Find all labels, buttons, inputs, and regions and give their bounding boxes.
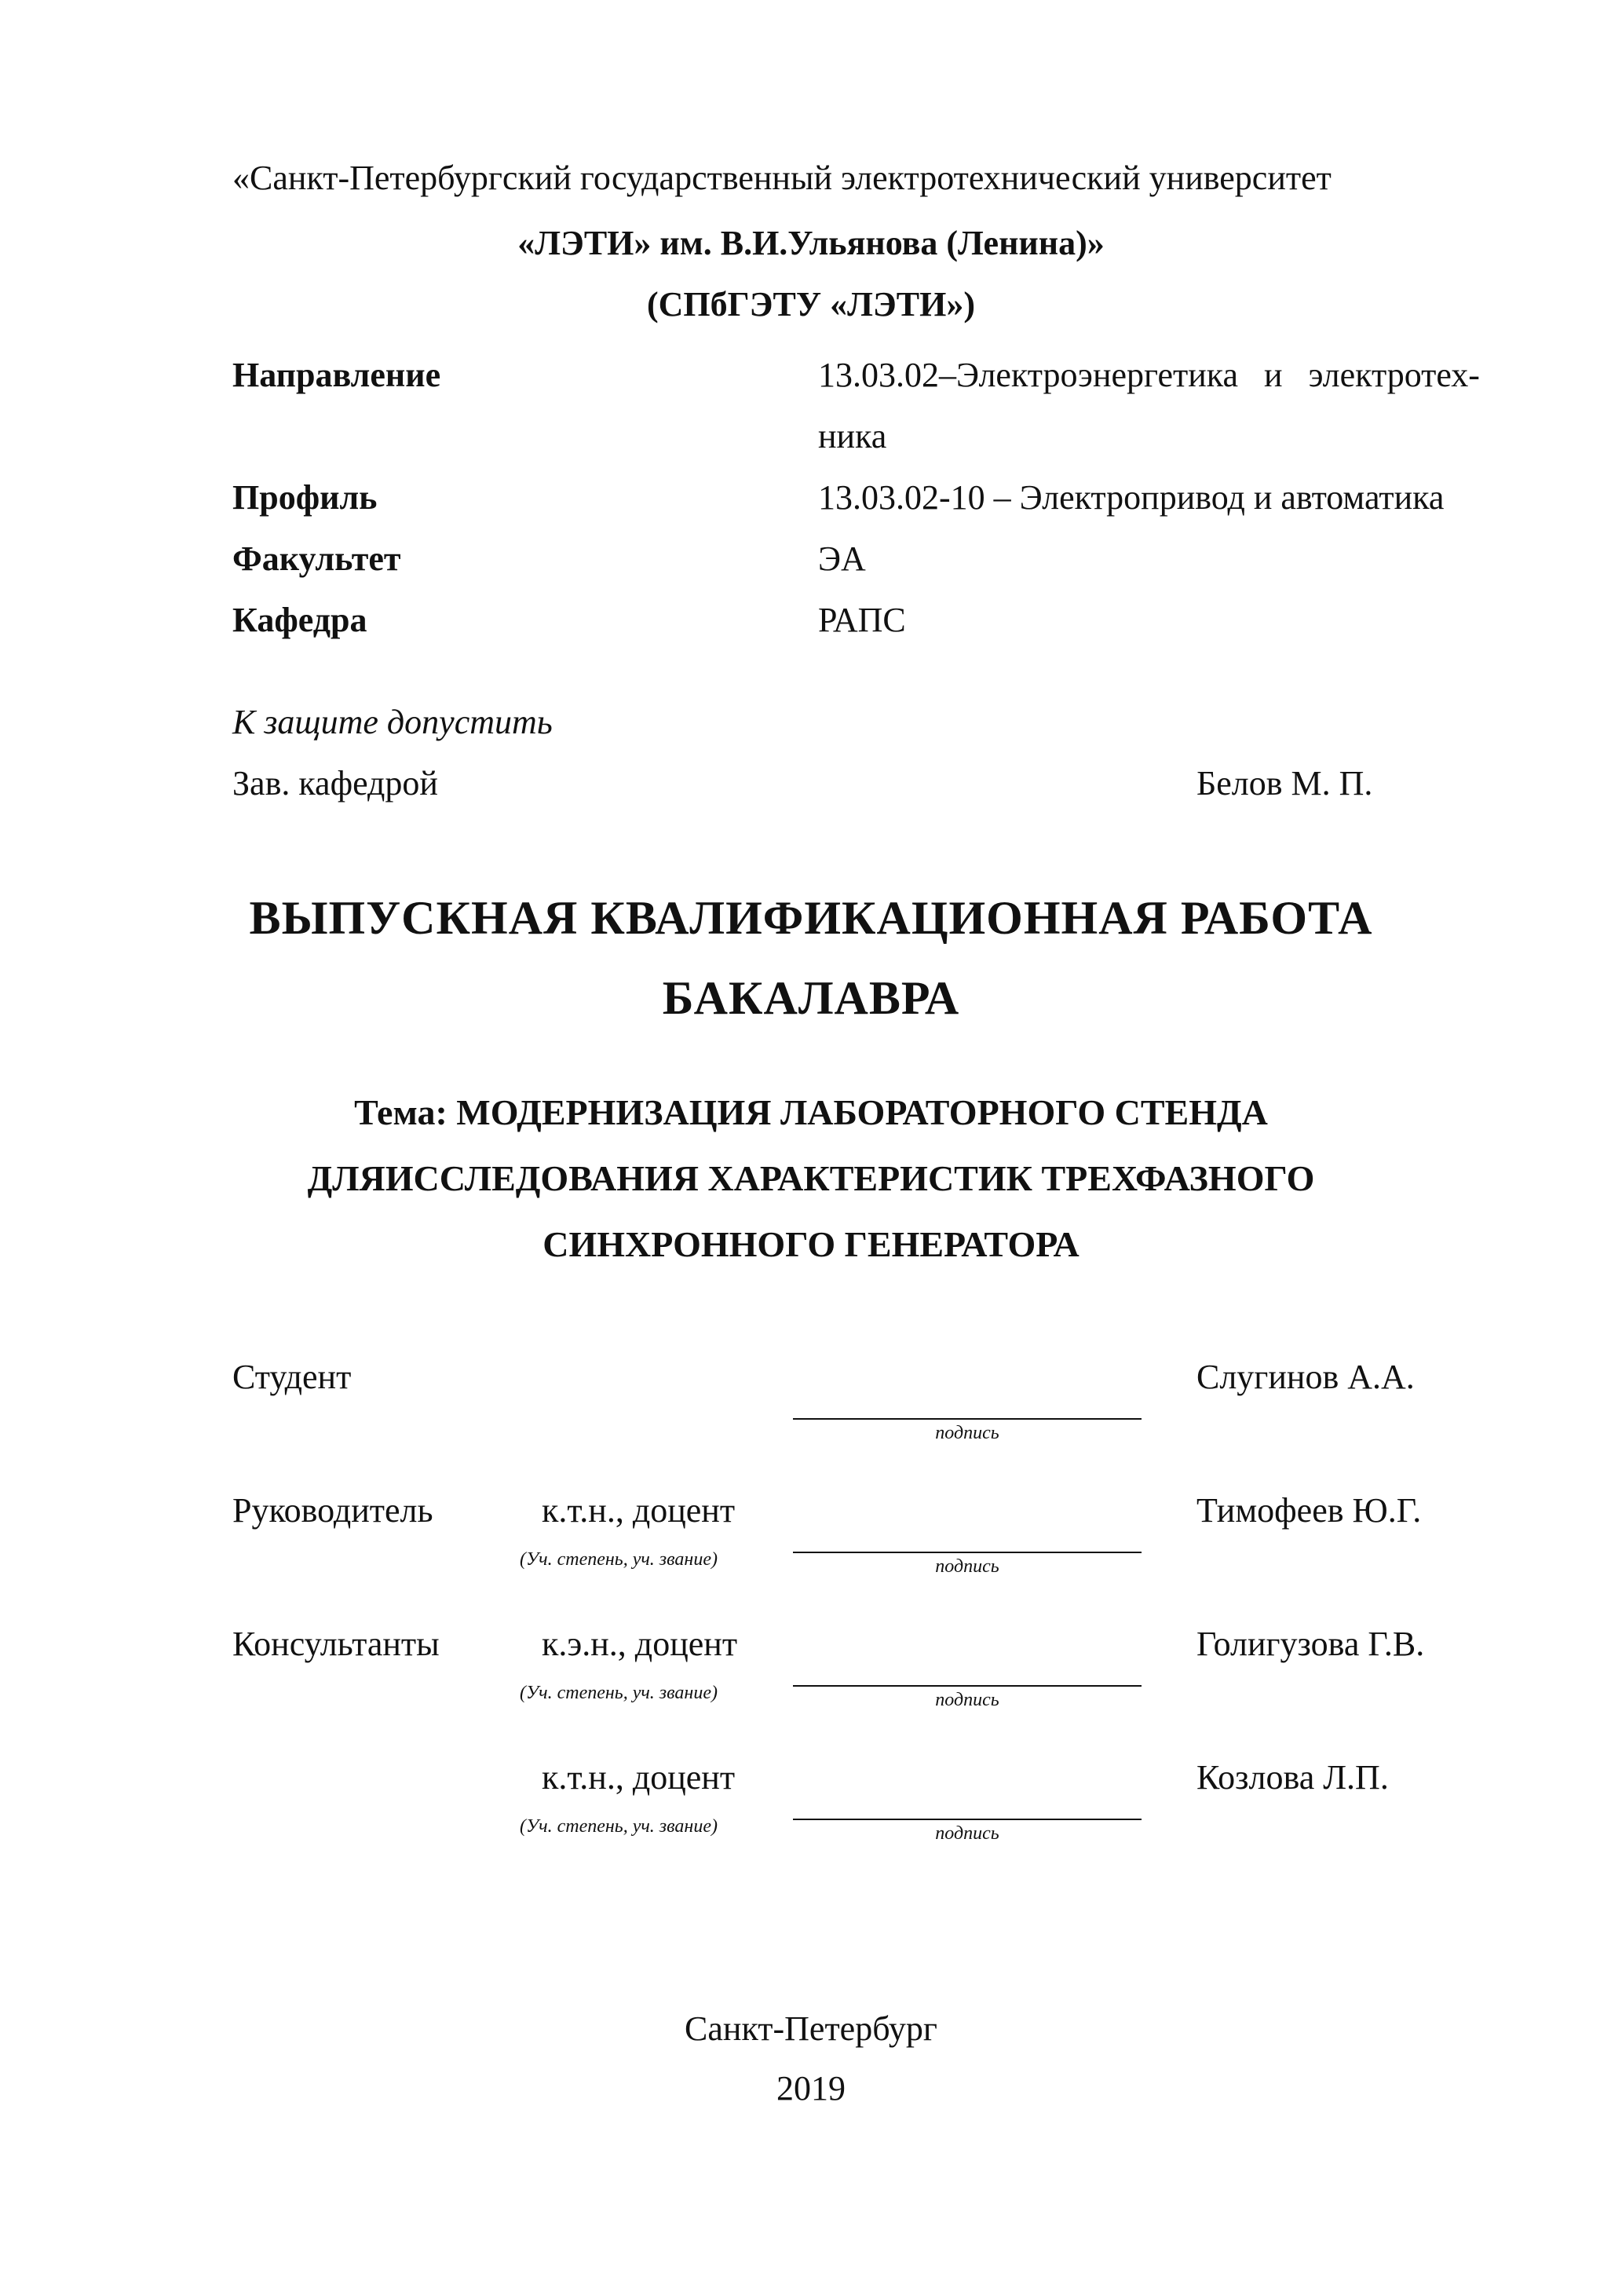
topic-line1: Тема: МОДЕРНИЗАЦИЯ ЛАБОРАТОРНОГО СТЕНДА: [354, 1092, 1268, 1132]
consultant2-degree-caption: (Уч. степень, уч. звание): [520, 1816, 718, 1837]
document-title-line1: ВЫПУСКНАЯ КВАЛИФИКАЦИОННАЯ РАБОТА: [249, 892, 1373, 944]
consultant2-signature-caption: подпись: [935, 1823, 999, 1844]
consultant1-degree-caption: (Уч. степень, уч. звание): [520, 1683, 718, 1703]
student-signature-line: [793, 1418, 1142, 1420]
supervisor-role: Руководитель: [232, 1491, 433, 1530]
footer-year: 2019: [776, 2069, 846, 2108]
consultant1-signature-caption: подпись: [935, 1690, 999, 1710]
profile-label: Профиль: [232, 478, 378, 517]
topic-line2: ДЛЯИССЛЕДОВАНИЯ ХАРАКТЕРИСТИК ТРЕХФАЗНОГО: [307, 1158, 1315, 1198]
direction-value-continued: ника: [818, 417, 887, 455]
head-of-department-label: Зав. кафедрой: [232, 764, 438, 803]
student-signature-caption: подпись: [935, 1423, 999, 1443]
document-title-line2: БАКАЛАВРА: [662, 972, 960, 1024]
consultant2-name: Козлова Л.П.: [1196, 1758, 1389, 1797]
consultants-role: Консультанты: [232, 1625, 440, 1663]
supervisor-signature-caption: подпись: [935, 1556, 999, 1577]
consultant1-signature-line: [793, 1685, 1142, 1687]
supervisor-degree: к.т.н., доцент: [542, 1491, 736, 1530]
consultant2-signature-line: [793, 1819, 1142, 1820]
university-abbr: (СПбГЭТУ «ЛЭТИ»): [647, 285, 975, 324]
department-value: РАПС: [818, 601, 906, 639]
faculty-value: ЭА: [818, 539, 866, 578]
consultant2-degree: к.т.н., доцент: [542, 1758, 736, 1797]
consultant1-degree: к.э.н., доцент: [542, 1625, 738, 1663]
head-of-department-name: Белов М. П.: [1196, 764, 1373, 803]
department-label: Кафедра: [232, 601, 367, 639]
university-line: «Санкт-Петербургский государственный электротехнический университет: [232, 159, 1332, 197]
direction-label: Направление: [232, 356, 441, 394]
footer-city: Санкт-Петербург: [685, 2009, 937, 2048]
supervisor-signature-line: [793, 1552, 1142, 1553]
direction-value: 13.03.02–Электроэнергетика и электротех-: [818, 356, 1480, 394]
topic-line3: СИНХРОННОГО ГЕНЕРАТОРА: [542, 1224, 1080, 1264]
supervisor-name: Тимофеев Ю.Г.: [1196, 1491, 1422, 1530]
faculty-label: Факультет: [232, 539, 401, 578]
university-name: «ЛЭТИ» им. В.И.Ульянова (Ленина)»: [517, 224, 1105, 262]
student-name: Слугинов А.А.: [1196, 1358, 1415, 1396]
admit-to-defense: К защите допустить: [232, 703, 553, 741]
supervisor-degree-caption: (Уч. степень, уч. звание): [520, 1549, 718, 1570]
student-role: Студент: [232, 1358, 352, 1396]
consultant1-name: Голигузова Г.В.: [1196, 1625, 1425, 1663]
profile-value: 13.03.02-10 – Электропривод и автоматика: [818, 478, 1445, 517]
